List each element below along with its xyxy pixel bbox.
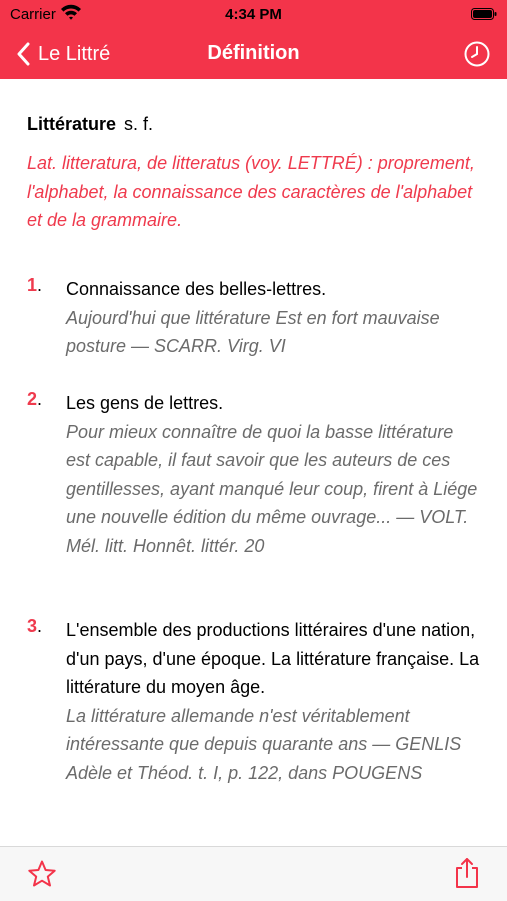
sense-number: 2. <box>27 389 43 409</box>
history-clock-icon[interactable] <box>463 40 491 68</box>
sense-item <box>27 389 482 560</box>
sense-definition: Connaissance des belles-lettres. <box>66 279 327 299</box>
battery-icon <box>471 8 497 20</box>
sense-citation: La littérature allemande n'est véritablement intéressante que depuis quarante ans — GENLIS Adèle et Théod. t. I, p. 122, dans POUGENS <box>66 705 462 783</box>
bottom-toolbar <box>0 846 507 901</box>
entry-header <box>27 114 153 135</box>
page-title: Définition <box>207 42 300 64</box>
star-icon[interactable] <box>27 859 57 889</box>
carrier-label: Carrier <box>10 6 56 23</box>
sense-citation: Aujourd'hui que littérature Est en fort mauvaise posture — SCARR. Virg. VI <box>66 307 440 356</box>
etymology: Lat. litteratura, de litteratus (voy. LETTRÉ) : proprement, l'alphabet, la connaissance des caractères de l'alphabet et de la grammaire. <box>27 153 475 230</box>
headword: Littérature <box>27 114 117 134</box>
sense-item <box>27 275 482 361</box>
back-button-label: Le Littré <box>38 42 111 65</box>
navigation-bar <box>0 30 507 79</box>
sense-definition: Les gens de lettres. <box>66 393 224 413</box>
share-icon[interactable] <box>453 857 481 889</box>
status-time: 4:34 PM <box>225 6 282 23</box>
sense-number: 1. <box>27 275 43 295</box>
sense-number: 3. <box>27 616 43 636</box>
sense-item <box>27 616 482 787</box>
status-bar <box>0 0 507 30</box>
part-of-speech: s. f. <box>124 114 154 134</box>
sense-definition: L'ensemble des productions littéraires d'une nation, d'un pays, d'une époque. La littérature française. La littérature du moyen âge. <box>66 620 480 697</box>
sense-citation: Pour mieux connaître de quoi la basse littérature est capable, il faut savoir que les auteurs de ces gentillesses, ayant manqué leur coup, firent à Liége une nouvelle édition du même ouvrage... — VOLT. Mél. litt. Honnêt. littér. 20 <box>66 421 478 556</box>
